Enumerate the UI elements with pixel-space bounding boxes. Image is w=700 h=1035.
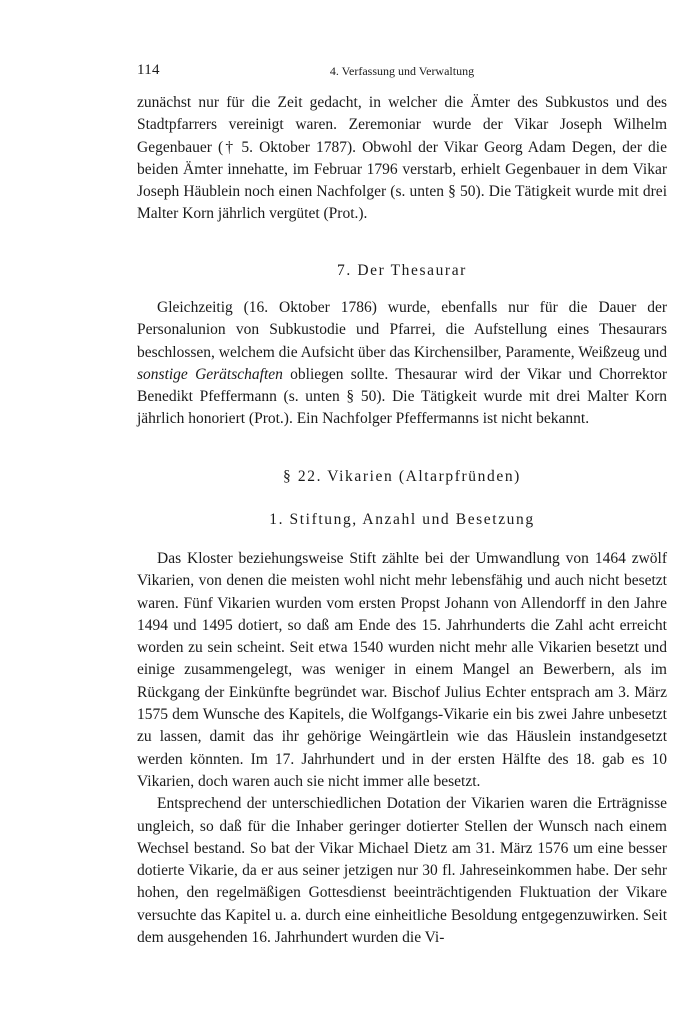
running-title: 4. Verfassung und Verwaltung: [329, 64, 475, 78]
running-head: [137, 62, 667, 82]
section-heading-stiftung: 1. Stiftung, Anzahl und Besetzung: [269, 511, 535, 528]
text-block-vikarien: [137, 548, 667, 949]
italic-geraetschaften: sonstige Gerätschaften: [137, 365, 283, 383]
paragraph-thesaurar: [137, 297, 667, 431]
text-block-continuation: [137, 92, 667, 226]
chapter-heading-vikarien: § 22. Vikarien (Altarpfründen): [283, 468, 521, 485]
paragraph-zeremoniar: zunächst nur für die Zeit gedacht, in welcher die Ämter des Subkustos und des Stadtpfarrers vereinigt waren. Zeremoniar wurde der Vikar Joseph Wilhelm Gegenbauer († 5. Oktober 1787). Obwohl der Vikar Georg Adam Degen, der die beiden Ämter innehatte, im Februar 1796 verstarb, erhielt Gegenbauer in dem Vikar Joseph Häublein noch einen Nachfolger (s. unten § 50). Die Tätigkeit wurde mit drei Malter Korn jährlich vergütet (Prot.).: [137, 94, 667, 223]
paragraph-thesaurar-part-1: Gleichzeitig (16. Oktober 1786) wurde, ebenfalls nur für die Dauer der Personalunion von Subkustodie und Pfarrei, die Aufstellung eines Thesaurars beschlossen, welchem die Aufsicht über das Kirchensilber, Paramente, Weißzeug und: [137, 299, 667, 361]
paragraph-kloster: Das Kloster beziehungsweise Stift zählte bei der Umwandlung von 1464 zwölf Vikarien, von denen die meisten wohl nicht mehr lebensfähig und auch nicht besetzt waren. Fünf Vikarien wurden vom ersten Propst Johann von Allendorff in den Jahre 1494 und 1495 dotiert, so daß am Ende des 15. Jahrhunderts die Zahl acht erreicht worden zu sein scheint. Seit etwa 1540 wurden nicht mehr alle Vikarien besetzt und einige zusammengelegt, was weniger in einem Mangel an Bewerbern, als im Rückgang der Einkünfte begründet war. Bischof Julius Echter entsprach am 3. März 1575 dem Wunsche des Kapitels, die Wolfgangs-Vikarie ein bis zwei Jahre unbesetzt zu lassen, damit das ihr gehörige Weingärtlein wie das Häuslein instandgesetzt werden könnten. Im 17. Jahrhundert und in der ersten Hälfte des 18. gab es 10 Vikarien, doch waren auch sie nicht immer alle besetzt.: [137, 550, 667, 790]
section-heading-thesaurar: 7. Der Thesaurar: [337, 262, 467, 279]
text-block-thesaurar: [137, 297, 667, 431]
page-number: 114: [137, 62, 160, 78]
paragraph-thesaurar-part-2: obliegen sollte. Thesaurar wird der Vikar und Chorrektor Benedikt Pfeffermann (s. unten § 50). Die Tätigkeit wurde mit drei Malter Korn jährlich honoriert (Prot.). Ein Nachfolger Pfeffermanns ist nicht bekannt.: [137, 365, 667, 428]
paragraph-dotation: Entsprechend der unterschiedlichen Dotation der Vikarien waren die Erträgnisse ungleich, so daß für die Inhaber geringer dotierter Stellen der Wunsch nach einem Wechsel bestand. So bat der Vikar Michael Dietz am 31. März 1576 um eine besser dotierte Vikarie, da er aus seiner jetzigen nur 30 fl. Jahreseinkommen habe. Der sehr hohen, den regelmäßigen Gottesdienst beeinträchtigenden Fluktuation der Vikare versuchte das Kapitel u. a. durch eine einheitliche Besoldung entgegenzuwirken. Seit dem ausgehenden 16. Jahrhundert wurden die Vi-: [137, 795, 667, 947]
